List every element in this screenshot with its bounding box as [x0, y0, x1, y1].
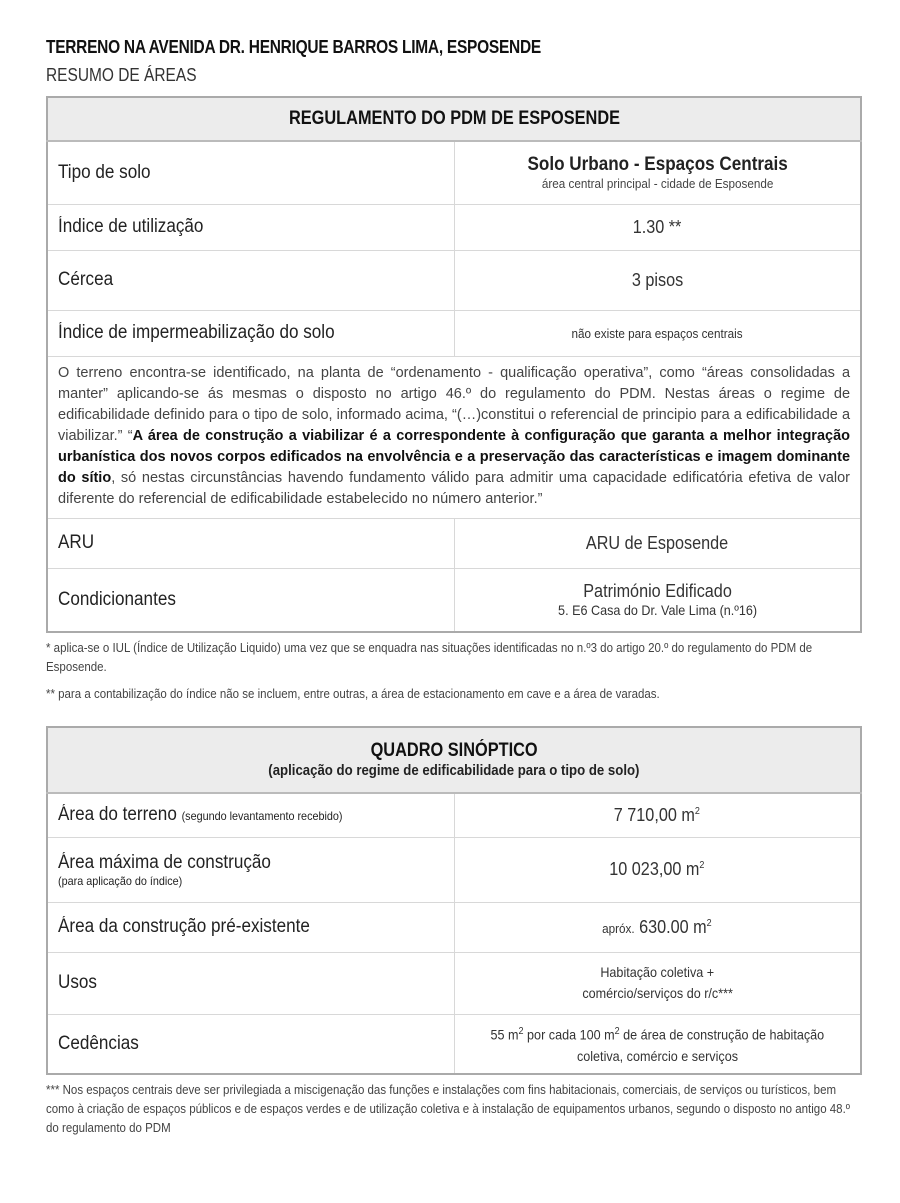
- footnotes-1: [46, 639, 860, 704]
- row-value: não existe para espaços centrais: [571, 325, 743, 341]
- row-label: Cedências: [58, 1032, 139, 1054]
- footnotes-2: [46, 1081, 860, 1138]
- quadro-sinoptico-table: [46, 726, 862, 1075]
- row-label: Índice de utilização: [58, 216, 204, 237]
- row-label: Índice de impermeabilização do solo: [58, 322, 335, 343]
- regulamento-table: [46, 96, 862, 633]
- table-row: [47, 952, 861, 1014]
- row-label: Usos: [58, 972, 97, 993]
- table-row: [47, 204, 861, 250]
- table-row: [47, 250, 861, 310]
- row-value: Património Edificado: [582, 581, 732, 602]
- row-value: 7 710,00 m: [614, 804, 696, 825]
- paragraph-bold: A área de construção a viabilizar é a correspondente à configuração que garanta a melhor integração urbanística dos novos corpos edificados na envolvência e a preservação das características e imagem dominante do sítio: [58, 427, 851, 486]
- row-value-sub: coletiva, comércio e serviços: [576, 1047, 738, 1064]
- row-label-note: (segundo levantamento recebido): [181, 809, 343, 824]
- row-label: ARU: [58, 532, 95, 553]
- quadro-heading: QUADRO SINÓPTICO (aplicação do regime de edificabilidade para o tipo de solo): [47, 727, 861, 793]
- row-value-sub: 5. E6 Casa do Dr. Vale Lima (n.º16): [557, 602, 757, 619]
- table-row: Cedências 55 $m^2$ por cada 100 $m^2$ de área de construção de habitação coletiva, comércio e serviços: [47, 1014, 861, 1074]
- table-row: Área do terreno (segundo levantamento recebido) 7 710,00 $m^2$: [47, 793, 861, 837]
- row-value: Solo Urbano - Espaços Centrais: [527, 154, 788, 176]
- document-title: TERRENO NA AVENIDA DR. HENRIQUE BARROS LIMA, ESPOSENDE: [46, 37, 541, 57]
- row-value: 630.00 m: [639, 916, 708, 937]
- table-row: Área da construção pré-existente apróx. 630.00 $m^2$: [47, 902, 861, 952]
- row-value: 10 023,00 m: [609, 859, 700, 879]
- table-row: [47, 310, 861, 356]
- document-subtitle: RESUMO DE ÁREAS: [46, 65, 197, 85]
- row-value: Habitação coletiva +: [600, 964, 715, 980]
- row-label: Área do terreno: [58, 804, 177, 826]
- row-label-sub: (para aplicação do índice): [58, 873, 183, 888]
- footnote: *** Nos espaços centrais deve ser privilegiada a miscigenação das funções e instalações com fins habitacionais, comerciais, de serviços ou turísticos, bem como à criação de espaços públicos e de espaços verdes e de utilização coletiva e à instalação de equipamentos urbanos, segundo o disposto no antigo 48.º do regulamento do PDM: [46, 1083, 850, 1135]
- row-label: Tipo de solo: [58, 161, 151, 183]
- table-row: [47, 568, 861, 632]
- regulamento-paragraph: O terreno encontra-se identificado, na planta de “ordenamento - qualificação operativa”, como “áreas consolidadas a manter” aplicando-se ás mesmas o disposto no artigo 46.º do regulamento do PDM. Nestas áreas o regime de edificabilidade definido para o tipo de solo, informado acima, “(…)constitui o referencial de principio para a edificabilidade a viabilizar.” “A área de construção a viabilizar é a correspondente à configuração que garanta a melhor integração urbanística dos novos corpos edificados na envolvência e a preservação das características e imagem dominante do sítio, só nestas circunstâncias havendo fundamento válido para admitir uma capacidade edificatória efetiva de valor diferente do referencial de edificabilidade estabelecido no número anterior.”: [47, 356, 861, 518]
- table-row: [47, 518, 861, 568]
- row-label: Área da construção pré-existente: [58, 916, 310, 937]
- row-value: 1.30 **: [632, 216, 682, 237]
- row-label: Condicionantes: [58, 588, 176, 610]
- table-row: Área máxima de construção (para aplicação do índice) 10 023,00 $m^2$: [47, 837, 861, 902]
- row-value: 3 pisos: [631, 269, 683, 290]
- table-row: [47, 356, 861, 518]
- row-value-sub: comércio/serviços do r/c***: [581, 985, 733, 1001]
- row-label: Área máxima de construção: [58, 851, 271, 873]
- regulamento-heading: REGULAMENTO DO PDM DE ESPOSENDE: [47, 97, 861, 141]
- table-row: [47, 141, 861, 204]
- document-page: [46, 36, 860, 1138]
- row-value: ARU de Esposende: [586, 532, 729, 553]
- footnote: ** para a contabilização do índice não se incluem, entre outras, a área de estacionamento em cave e a área de varadas.: [46, 687, 660, 701]
- row-label: Cércea: [58, 269, 114, 290]
- row-value-prefix: apróx.: [602, 920, 635, 936]
- row-value-sub: área central principal - cidade de Esposende: [541, 176, 774, 192]
- footnote: * aplica-se o IUL (Índice de Utilização Liquido) uma vez que se enquadra nas situações identificadas no n.º3 do artigo 20.º do regulamento do PDM de Esposende.: [46, 641, 813, 674]
